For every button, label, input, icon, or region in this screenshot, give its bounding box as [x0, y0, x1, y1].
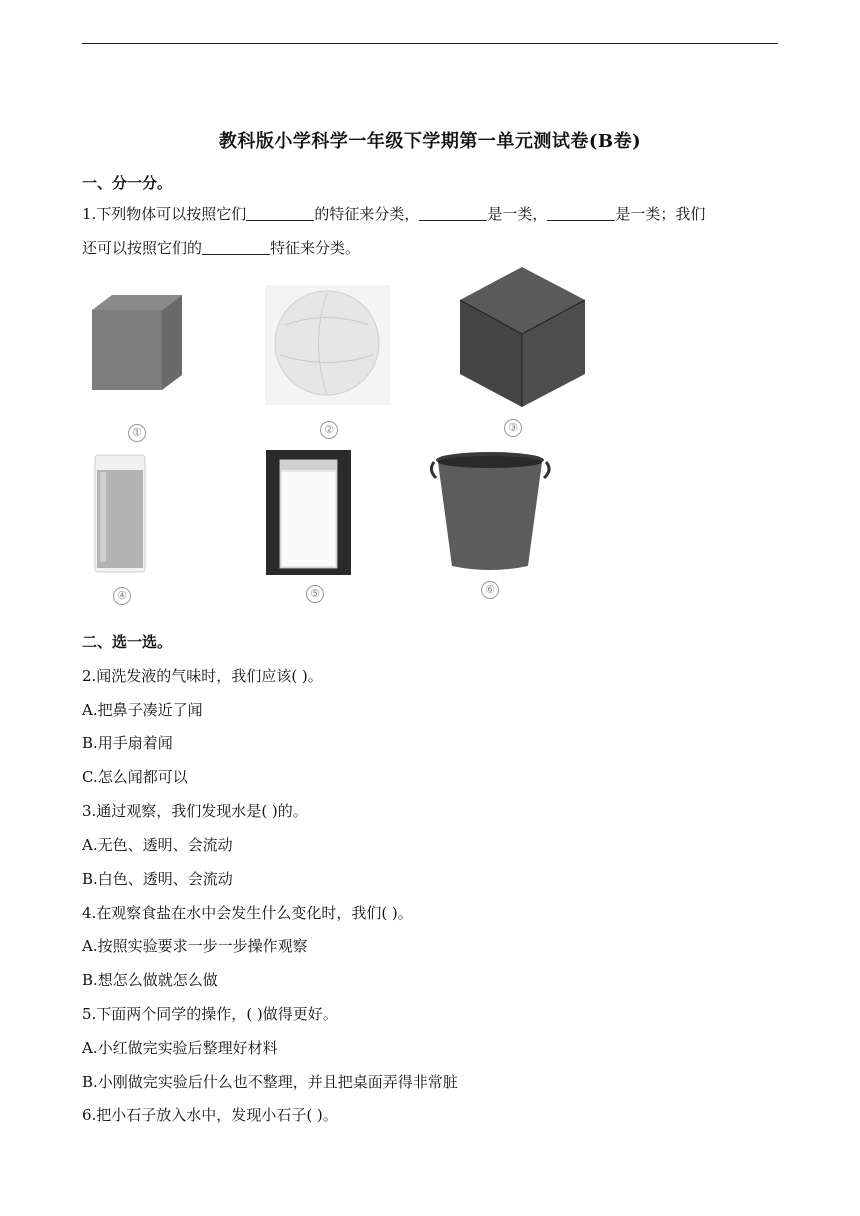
option-line: B.想怎么做就怎么做 — [82, 971, 218, 989]
large-cube-image — [455, 262, 590, 412]
figure-label-2: ② — [320, 421, 338, 439]
juice-glass-image — [90, 452, 150, 577]
q1-text-2: 的特征来分类， — [314, 205, 420, 223]
option-line: A.小红做完实验后整理好材料 — [82, 1039, 278, 1057]
q1-text-5: 还可以按照它们的 — [82, 239, 203, 257]
question-line: 4.在观察食盐在水中会发生什么变化时，我们( )。 — [82, 904, 413, 922]
header-rule — [82, 43, 778, 44]
option-line: B.白色、透明、会流动 — [82, 870, 233, 888]
option-line: A.把鼻子凑近了闻 — [82, 701, 203, 719]
section-heading-2: 二、选一选。 — [82, 633, 173, 651]
option-line: A.无色、透明、会流动 — [82, 836, 233, 854]
answer-blank[interactable] — [246, 206, 314, 221]
figure-label-4: ④ — [113, 587, 131, 605]
q1-text-1: 1.下列物体可以按照它们 — [82, 205, 247, 223]
option-line: A.按照实验要求一步一步操作观察 — [82, 937, 308, 955]
question-line: 3.通过观察，我们发现水是( )的。 — [82, 802, 308, 820]
figure-label-5: ⑤ — [306, 585, 324, 603]
small-cube-image — [82, 290, 192, 400]
option-line: C.怎么闻都可以 — [82, 768, 188, 786]
answer-blank[interactable] — [202, 240, 270, 255]
page-title: 教科版小学科学一年级下学期第一单元测试卷(B卷) — [218, 131, 642, 152]
bucket-image — [428, 448, 553, 573]
answer-blank[interactable] — [419, 206, 487, 221]
question-line: 5.下面两个同学的操作，( )做得更好。 — [82, 1005, 338, 1023]
milk-glass-image — [266, 450, 351, 575]
question-line: 6.把小石子放入水中，发现小石子( )。 — [82, 1106, 338, 1124]
figure-label-3: ③ — [504, 419, 522, 437]
q1-text-3: 是一类， — [487, 205, 548, 223]
option-line: B.用手扇着闻 — [82, 734, 173, 752]
question-1-line-1 — [82, 203, 705, 224]
ball-image — [265, 285, 390, 405]
answer-blank[interactable] — [547, 206, 615, 221]
question-1-line-2 — [82, 237, 360, 258]
q1-text-4: 是一类；我们 — [615, 205, 706, 223]
figure-label-6: ⑥ — [481, 581, 499, 599]
question-line: 2.闻洗发液的气味时，我们应该( )。 — [82, 667, 323, 685]
section-heading-1: 一、分一分。 — [82, 174, 173, 192]
figure-label-1: ① — [128, 424, 146, 442]
q1-text-6: 特征来分类。 — [270, 239, 361, 257]
option-line: B.小刚做完实验后什么也不整理，并且把桌面弄得非常脏 — [82, 1073, 458, 1091]
